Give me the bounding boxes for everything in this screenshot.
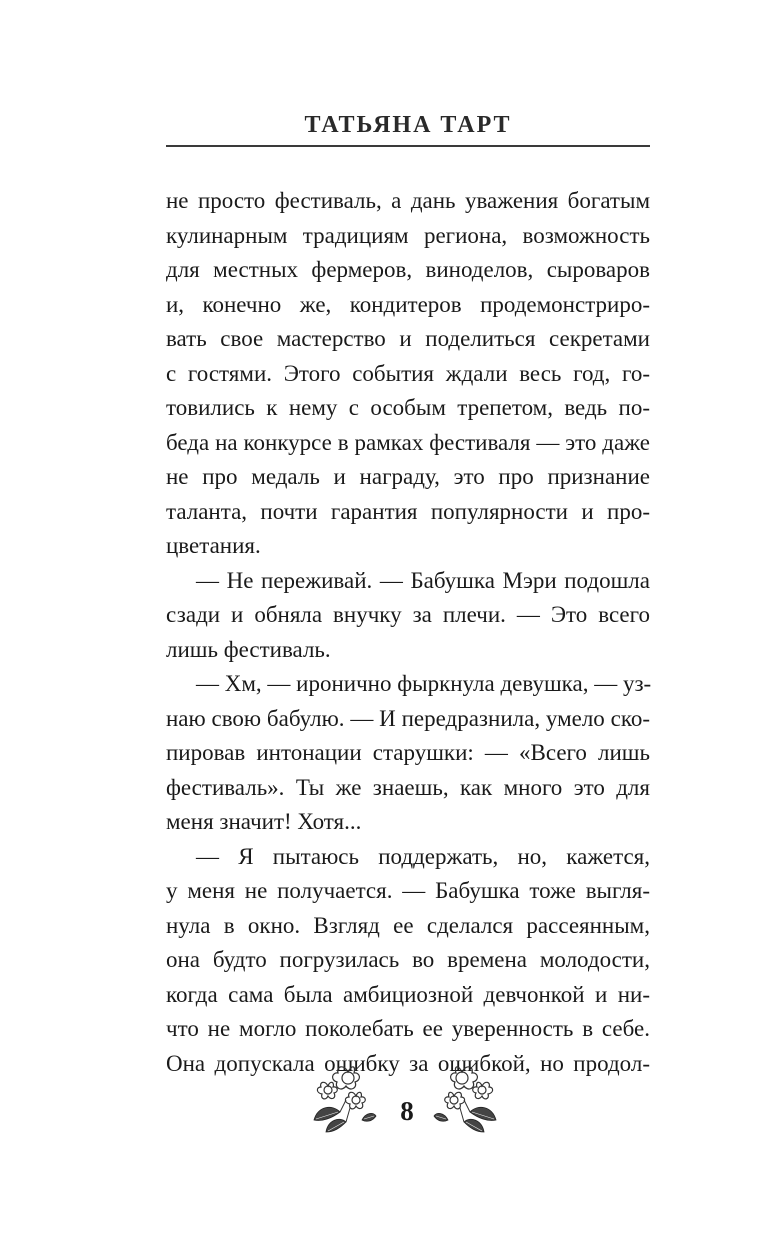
text-line: кулинарным традициям региона, возможность [166, 222, 650, 248]
text-line: наю свою бабулю. — И передразнила, умело ско- [166, 705, 650, 731]
body-text [166, 184, 650, 1081]
text-line: — Я пытаюсь поддержать, но, кажется, [196, 843, 650, 869]
text-line: что не могло поколебать ее уверенность в себе. [166, 1016, 650, 1041]
text-line: у меня не получается. — Бабушка тоже выгля- [166, 878, 650, 903]
text-line: не просто фестиваль, а дань уважения богатым [166, 188, 650, 213]
text-line: беда на конкурсе в рамках фестиваля — это даже [166, 429, 650, 455]
text-line: Она допускала ошибку за ошибкой, но продол- [166, 1050, 650, 1076]
author-name: ТАТЬЯНА ТАРТ [304, 112, 512, 138]
text-line: товились к нему с особым трепетом, ведь по- [166, 395, 650, 420]
text-line: не про медаль и награду, это про признание [166, 464, 650, 489]
text-line: сзади и обняла внучку за плечи. — Это всего [166, 602, 650, 627]
text-line: для местных фермеров, виноделов, сыроваров [166, 257, 650, 282]
text-line: таланта, почти гарантия популярности и про- [166, 498, 650, 524]
text-line: она будто погрузилась во времена молодости, [166, 947, 650, 972]
running-header [166, 110, 650, 140]
text-line: с гостями. Этого события ждали весь год, го- [166, 360, 650, 386]
text-line: лишь фестиваль. [166, 636, 331, 662]
text-line: нула в окно. Взгляд ее сделался рассеянным, [166, 912, 650, 938]
text-line: вать свое мастерство и поделиться секретами [166, 326, 650, 351]
text-line: когда сама была амбициозной девчонкой и ни- [166, 981, 650, 1007]
header-divider [166, 145, 650, 147]
text-line: — Не переживай. — Бабушка Мэри подошла [196, 567, 650, 593]
text-line: пировав интонации старушки: — «Всего лишь [166, 740, 650, 765]
text-line: — Хм, — иронично фыркнула девушка, — уз- [196, 671, 652, 696]
page-footer [0, 1060, 768, 1140]
page-number: 8 [400, 1096, 414, 1126]
text-line: и, конечно же, кондитеров продемонстриро- [166, 291, 650, 317]
text-line: цветания. [166, 533, 261, 558]
flower-ornament-icon [432, 1060, 504, 1134]
text-line: меня значит! Хотя... [166, 809, 362, 834]
flower-ornament-icon [306, 1060, 378, 1134]
text-line: фестиваль». Ты же знаешь, как много это для [166, 774, 650, 800]
